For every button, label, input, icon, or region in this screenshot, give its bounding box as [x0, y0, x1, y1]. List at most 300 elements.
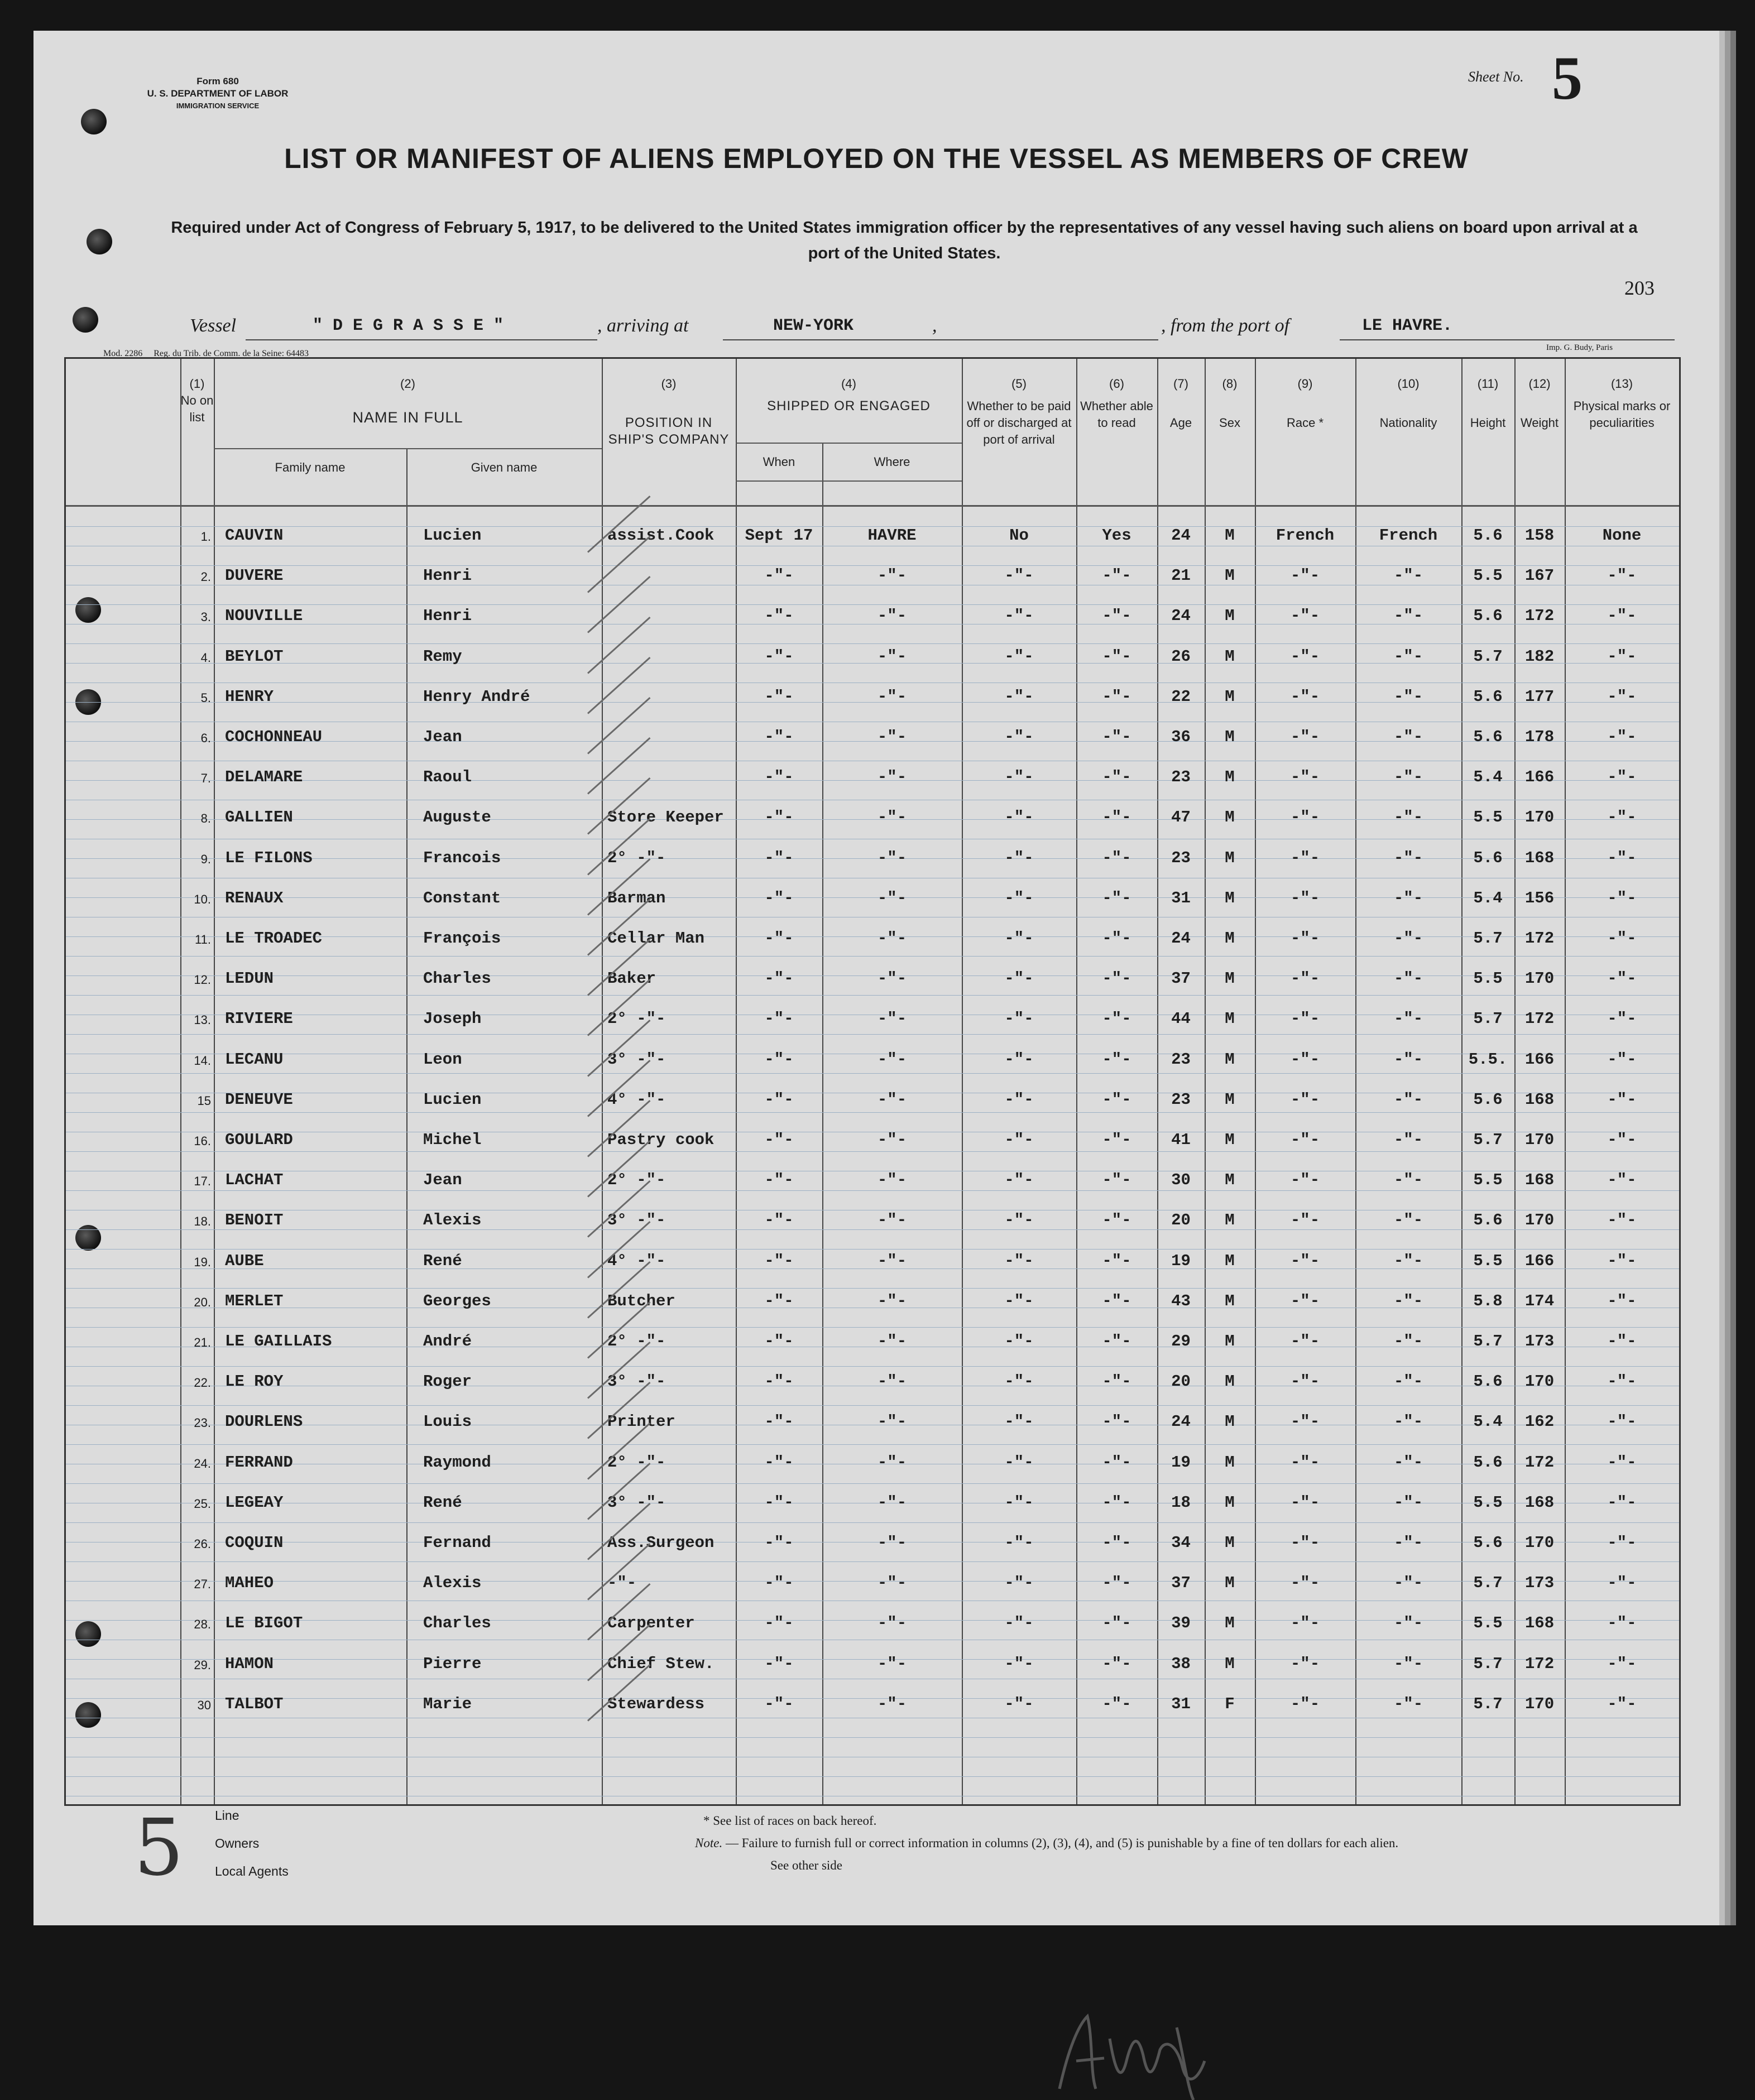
shipped-where-cell: -"-	[877, 1332, 907, 1351]
nationality-cell: -"-	[1393, 566, 1423, 585]
given-name-cell: Francois	[423, 849, 501, 867]
row-number: 8.	[200, 811, 211, 825]
sex-cell: M	[1225, 1050, 1235, 1069]
given-name-cell: Lucien	[423, 1090, 482, 1109]
able-to-read-cell: -"-	[1102, 1010, 1131, 1028]
weight-cell: 172	[1524, 1010, 1555, 1028]
penalty-note	[695, 1836, 1398, 1851]
race-cell: -"-	[1290, 1372, 1320, 1391]
given-name-cell: Georges	[423, 1292, 491, 1310]
row-number: 14.	[194, 1054, 211, 1068]
sex-cell: M	[1225, 768, 1235, 786]
nationality-cell: -"-	[1393, 808, 1423, 826]
nationality-cell: -"-	[1393, 607, 1423, 625]
shipped-where-cell: -"-	[877, 768, 907, 786]
position-cell: -"-	[607, 1574, 637, 1592]
paid-off-cell: -"-	[1004, 1252, 1034, 1270]
physical-marks-cell: -"-	[1607, 1010, 1637, 1028]
shipped-where-cell: -"-	[877, 1574, 907, 1592]
shipped-when-cell: -"-	[764, 1453, 794, 1472]
able-to-read-cell: -"-	[1102, 1574, 1131, 1592]
age-cell: 18	[1171, 1493, 1191, 1512]
able-to-read-cell: -"-	[1102, 1695, 1131, 1713]
family-name-cell: LEGEAY	[225, 1493, 284, 1512]
age-cell: 44	[1171, 1010, 1191, 1028]
given-name-cell: René	[423, 1493, 462, 1512]
row-number: 3.	[200, 610, 211, 624]
age-cell: 23	[1171, 768, 1191, 786]
able-to-read-cell: -"-	[1102, 1050, 1131, 1069]
col10-header: (10) Nationality	[1379, 377, 1437, 430]
given-name-cell: Henri	[423, 607, 472, 625]
age-cell: 38	[1171, 1655, 1191, 1673]
page-subtitle: Required under Act of Congress of February 5, 1917, to be delivered to the United States immigration officer by the representatives of any vessel having such aliens on board upon arrival at a port of the United States.	[171, 219, 1638, 262]
family-name-cell: RENAUX	[225, 889, 284, 907]
position-cell: 4° -"-	[607, 1252, 666, 1270]
shipped-where-cell: -"-	[877, 808, 907, 826]
shipped-when-cell: -"-	[764, 808, 794, 826]
shipped-when-cell: -"-	[764, 768, 794, 786]
race-cell: -"-	[1290, 728, 1320, 746]
col12-header: (12) Weight	[1520, 377, 1559, 430]
height-cell: 5.4	[1473, 768, 1503, 786]
shipped-when-cell: -"-	[764, 1372, 794, 1391]
shipped-when-cell: -"-	[764, 969, 794, 988]
nationality-cell: -"-	[1393, 889, 1423, 907]
weight-cell: 174	[1524, 1292, 1555, 1310]
position-cell: Butcher	[607, 1292, 675, 1310]
sex-cell: M	[1225, 1131, 1235, 1149]
weight-cell: 170	[1524, 1131, 1555, 1149]
nationality-cell: -"-	[1393, 849, 1423, 867]
height-cell: 5.7	[1473, 929, 1503, 948]
able-to-read-cell: -"-	[1102, 566, 1131, 585]
family-name-cell: TALBOT	[225, 1695, 284, 1713]
physical-marks-cell: -"-	[1607, 1453, 1637, 1472]
height-cell: 5.7	[1473, 1695, 1503, 1713]
given-name-cell: Raymond	[423, 1453, 491, 1472]
given-name-cell: François	[423, 929, 501, 948]
weight-cell: 172	[1524, 929, 1555, 948]
able-to-read-cell: -"-	[1102, 1655, 1131, 1673]
row-number: 23.	[194, 1416, 211, 1430]
weight-cell: 170	[1524, 1534, 1555, 1552]
position-cell: 2° -"-	[607, 849, 666, 867]
vessel-underline	[246, 339, 597, 340]
paid-off-cell: -"-	[1004, 1534, 1034, 1552]
age-cell: 24	[1171, 607, 1191, 625]
race-cell: -"-	[1290, 1010, 1320, 1028]
shipped-where-cell: -"-	[877, 849, 907, 867]
shipped-where-cell: HAVRE	[867, 526, 917, 545]
paid-off-cell: -"-	[1004, 1171, 1034, 1189]
nationality-cell: -"-	[1393, 1211, 1423, 1229]
height-cell: 5.6	[1473, 688, 1503, 706]
row-number: 25.	[194, 1497, 211, 1511]
race-cell: -"-	[1290, 849, 1320, 867]
family-name-cell: HAMON	[225, 1655, 274, 1673]
given-name-cell: Raoul	[423, 768, 472, 786]
paid-off-cell: -"-	[1004, 1493, 1034, 1512]
paid-off-cell: -"-	[1004, 1614, 1034, 1632]
weight-cell: 168	[1524, 1090, 1555, 1109]
shipped-when-cell: Sept 17	[745, 526, 813, 545]
given-name-cell: Lucien	[423, 526, 482, 545]
reg-number: Reg. du Trib. de Comm. de la Seine: 64483	[154, 349, 309, 358]
position-cell: 4° -"-	[607, 1090, 666, 1109]
height-cell: 5.5	[1473, 1252, 1503, 1270]
paid-off-cell: -"-	[1004, 1332, 1034, 1351]
position-cell: Pastry cook	[607, 1131, 715, 1149]
col9-header: (9) Race *	[1286, 377, 1324, 430]
age-cell: 20	[1171, 1211, 1191, 1229]
given-name-cell: Henry André	[423, 688, 530, 706]
family-name-cell: COQUIN	[225, 1534, 284, 1552]
sex-cell: M	[1225, 1493, 1235, 1512]
shipped-where-cell: -"-	[877, 566, 907, 585]
able-to-read-cell: -"-	[1102, 647, 1131, 666]
col4-header: (4) SHIPPED OR ENGAGED	[767, 377, 931, 414]
races-note: * See list of races on back hereof.	[703, 1814, 877, 1828]
physical-marks-cell: -"-	[1607, 808, 1637, 826]
paid-off-cell: -"-	[1004, 607, 1034, 625]
family-name-cell: LE FILONS	[225, 849, 313, 867]
row-number: 6.	[200, 731, 211, 745]
height-cell: 5.6	[1473, 1453, 1503, 1472]
sex-cell: M	[1225, 688, 1235, 706]
weight-cell: 166	[1524, 768, 1555, 786]
height-cell: 5.7	[1473, 1655, 1503, 1673]
family-name-cell: GOULARD	[225, 1131, 293, 1149]
age-cell: 26	[1171, 647, 1191, 666]
able-to-read-cell: -"-	[1102, 1453, 1131, 1472]
position-cell: Carpenter	[607, 1614, 695, 1632]
position-cell: Chief Stew.	[607, 1655, 715, 1673]
able-to-read-cell: -"-	[1102, 1534, 1131, 1552]
nationality-cell: -"-	[1393, 1574, 1423, 1592]
row-number: 5.	[200, 691, 211, 705]
sex-cell: M	[1225, 849, 1235, 867]
paid-off-cell: -"-	[1004, 969, 1034, 988]
row-number: 16.	[194, 1134, 211, 1148]
age-cell: 37	[1171, 969, 1191, 988]
physical-marks-cell: -"-	[1607, 768, 1637, 786]
shipped-when-cell: -"-	[764, 1090, 794, 1109]
nationality-cell: -"-	[1393, 1453, 1423, 1472]
race-cell: -"-	[1290, 1655, 1320, 1673]
sex-cell: M	[1225, 1534, 1235, 1552]
paid-off-cell: -"-	[1004, 1090, 1034, 1109]
weight-cell: 166	[1524, 1050, 1555, 1069]
sex-cell: M	[1225, 1655, 1235, 1673]
family-name-cell: LE GAILLAIS	[225, 1332, 332, 1351]
sex-cell: M	[1225, 1090, 1235, 1109]
given-name-cell: Remy	[423, 647, 462, 666]
given-name-cell: Jean	[423, 1171, 462, 1189]
shipped-when-cell: -"-	[764, 1252, 794, 1270]
sex-cell: M	[1225, 889, 1235, 907]
height-cell: 5.6	[1473, 526, 1503, 545]
sex-cell: M	[1225, 566, 1235, 585]
nationality-cell: -"-	[1393, 1131, 1423, 1149]
sex-cell: M	[1225, 1614, 1235, 1632]
physical-marks-cell: -"-	[1607, 1171, 1637, 1189]
physical-marks-cell: -"-	[1607, 849, 1637, 867]
nationality-cell: -"-	[1393, 1372, 1423, 1391]
nationality-cell: -"-	[1393, 1695, 1423, 1713]
age-cell: 19	[1171, 1252, 1191, 1270]
shipped-when-cell: -"-	[764, 1010, 794, 1028]
nationality-cell: -"-	[1393, 1050, 1423, 1069]
punch-hole	[73, 307, 98, 333]
family-name-cell: HENRY	[225, 688, 274, 706]
position-cell: Baker	[607, 969, 656, 988]
nationality-cell: -"-	[1393, 1655, 1423, 1673]
age-cell: 23	[1171, 1090, 1191, 1109]
family-name-cell: GALLIEN	[225, 808, 293, 826]
shipped-where-cell: -"-	[877, 1131, 907, 1149]
race-cell: -"-	[1290, 1695, 1320, 1713]
nationality-cell: -"-	[1393, 1090, 1423, 1109]
weight-cell: 170	[1524, 969, 1555, 988]
sex-cell: M	[1225, 1252, 1235, 1270]
weight-cell: 170	[1524, 1695, 1555, 1713]
age-cell: 41	[1171, 1131, 1191, 1149]
race-cell: -"-	[1290, 1453, 1320, 1472]
from-underline	[1340, 339, 1675, 340]
weight-cell: 156	[1524, 889, 1555, 907]
from-port: LE HAVRE.	[1362, 316, 1453, 335]
position-cell: 3° -"-	[607, 1493, 666, 1512]
weight-cell: 178	[1524, 728, 1555, 746]
form-number: Form 680	[196, 76, 239, 87]
shipped-when-cell: -"-	[764, 566, 794, 585]
row-number: 21.	[194, 1335, 211, 1349]
arriving-underline	[723, 339, 1158, 340]
weight-cell: 173	[1524, 1574, 1555, 1592]
shipped-where-cell: -"-	[877, 1372, 907, 1391]
given-name-cell: André	[423, 1332, 472, 1351]
sex-cell: M	[1225, 1332, 1235, 1351]
shipped-where-cell: -"-	[877, 969, 907, 988]
position-cell: 2° -"-	[607, 1332, 666, 1351]
family-name-cell: DUVERE	[225, 566, 284, 585]
race-cell: -"-	[1290, 1252, 1320, 1270]
inspector-signature	[1048, 2005, 1233, 2100]
physical-marks-cell: -"-	[1607, 969, 1637, 988]
shipped-when-cell: -"-	[764, 1655, 794, 1673]
height-cell: 5.5	[1473, 1614, 1503, 1632]
weight-cell: 170	[1524, 1211, 1555, 1229]
weight-cell: 168	[1524, 1171, 1555, 1189]
row-number: 9.	[200, 852, 211, 866]
row-number: 26.	[194, 1537, 211, 1551]
able-to-read-cell: -"-	[1102, 849, 1131, 867]
where-header: Where	[874, 455, 910, 469]
shipped-when-cell: -"-	[764, 889, 794, 907]
sex-cell: M	[1225, 1292, 1235, 1310]
physical-marks-cell: -"-	[1607, 1534, 1637, 1552]
age-cell: 34	[1171, 1534, 1191, 1552]
family-name-cell: LACHAT	[225, 1171, 284, 1189]
nationality-cell: -"-	[1393, 1412, 1423, 1431]
printer-credit: Imp. G. Budy, Paris	[1546, 343, 1613, 352]
col7-header: (7) Age	[1169, 377, 1192, 430]
race-cell: -"-	[1290, 1171, 1320, 1189]
able-to-read-cell: -"-	[1102, 929, 1131, 948]
given-name-cell: Marie	[423, 1695, 472, 1713]
height-cell: 5.7	[1473, 647, 1503, 666]
weight-cell: 172	[1524, 1453, 1555, 1472]
family-name-cell: BENOIT	[225, 1211, 284, 1229]
paid-off-cell: -"-	[1004, 1010, 1034, 1028]
race-cell: -"-	[1290, 566, 1320, 585]
physical-marks-cell: None	[1602, 526, 1642, 545]
row-number: 11.	[195, 933, 211, 946]
shipped-where-cell: -"-	[877, 889, 907, 907]
given-name-cell: Roger	[423, 1372, 472, 1391]
sex-cell: M	[1225, 1412, 1235, 1431]
note-text: — Failure to furnish full or correct information in columns (2), (3), (4), and (5) is punishable by a fine of ten dollars for each alien.	[725, 1836, 1399, 1850]
col5-header: (5) Whether to be paid off or discharged at port of arrival	[966, 377, 1072, 446]
nationality-cell: French	[1379, 526, 1438, 545]
position-cell: 3° -"-	[607, 1372, 666, 1391]
weight-cell: 168	[1524, 1614, 1555, 1632]
able-to-read-cell: -"-	[1102, 1412, 1131, 1431]
family-name-cell: AUBE	[225, 1252, 264, 1270]
age-cell: 39	[1171, 1614, 1191, 1632]
nationality-cell: -"-	[1393, 1493, 1423, 1512]
given-name-cell: Leon	[423, 1050, 462, 1069]
physical-marks-cell: -"-	[1607, 889, 1637, 907]
note-label: Note.	[695, 1836, 723, 1850]
family-name-cell: DOURLENS	[225, 1412, 303, 1431]
given-name-cell: Charles	[423, 1614, 491, 1632]
age-cell: 24	[1171, 526, 1191, 545]
age-cell: 20	[1171, 1372, 1191, 1391]
paid-off-cell: -"-	[1004, 688, 1034, 706]
able-to-read-cell: -"-	[1102, 1292, 1131, 1310]
position-cell: Cellar Man	[607, 929, 705, 948]
nationality-cell: -"-	[1393, 728, 1423, 746]
able-to-read-cell: -"-	[1102, 768, 1131, 786]
shipped-when-cell: -"-	[764, 688, 794, 706]
able-to-read-cell: -"-	[1102, 1372, 1131, 1391]
able-to-read-cell: -"-	[1102, 1252, 1131, 1270]
family-name-cell: COCHONNEAU	[225, 728, 323, 746]
row-number: 30	[197, 1698, 211, 1712]
sex-cell: M	[1225, 728, 1235, 746]
age-cell: 30	[1171, 1171, 1191, 1189]
able-to-read-cell: -"-	[1102, 969, 1131, 988]
height-cell: 5.7	[1473, 1010, 1503, 1028]
height-cell: 5.6	[1473, 728, 1503, 746]
paid-off-cell: -"-	[1004, 1695, 1034, 1713]
col8-header: (8) Sex	[1219, 377, 1240, 430]
shipped-where-cell: -"-	[877, 728, 907, 746]
shipped-when-cell: -"-	[764, 1292, 794, 1310]
family-name-cell: DELAMARE	[225, 768, 303, 786]
shipped-when-cell: -"-	[764, 1534, 794, 1552]
height-cell: 5.6	[1473, 1090, 1503, 1109]
age-cell: 23	[1171, 1050, 1191, 1069]
given-name-cell: Constant	[423, 889, 501, 907]
physical-marks-cell: -"-	[1607, 1332, 1637, 1351]
shipped-when-cell: -"-	[764, 1050, 794, 1069]
given-name-cell: Fernand	[423, 1534, 491, 1552]
family-name-cell: RIVIERE	[225, 1010, 293, 1028]
family-name-cell: LEDUN	[225, 969, 274, 988]
from-port-label: , from the port of	[1161, 315, 1290, 336]
department-name: U. S. DEPARTMENT OF LABOR	[147, 88, 289, 99]
col1-header: (1) No on list	[180, 377, 214, 424]
family-name-cell: BEYLOT	[225, 647, 284, 666]
given-name-cell: Alexis	[423, 1211, 482, 1229]
shipped-where-cell: -"-	[877, 1453, 907, 1472]
physical-marks-cell: -"-	[1607, 1131, 1637, 1149]
nationality-cell: -"-	[1393, 1252, 1423, 1270]
race-cell: -"-	[1290, 768, 1320, 786]
age-cell: 24	[1171, 1412, 1191, 1431]
nationality-cell: -"-	[1393, 768, 1423, 786]
physical-marks-cell: -"-	[1607, 1050, 1637, 1069]
position-cell: Store Keeper	[607, 808, 724, 826]
nationality-cell: -"-	[1393, 969, 1423, 988]
age-cell: 19	[1171, 1453, 1191, 1472]
shipped-where-cell: -"-	[877, 1655, 907, 1673]
shipped-when-cell: -"-	[764, 1493, 794, 1512]
physical-marks-cell: -"-	[1607, 1695, 1637, 1713]
sex-cell: M	[1225, 969, 1235, 988]
height-cell: 5.7	[1473, 1332, 1503, 1351]
height-cell: 5.6	[1473, 849, 1503, 867]
physical-marks-cell: -"-	[1607, 1655, 1637, 1673]
paid-off-cell: -"-	[1004, 929, 1034, 948]
shipped-when-cell: -"-	[764, 1695, 794, 1713]
vessel-name: " D E G R A S S E "	[313, 316, 504, 335]
family-name-cell: LECANU	[225, 1050, 284, 1069]
position-cell: 2° -"-	[607, 1010, 666, 1028]
age-cell: 22	[1171, 688, 1191, 706]
position-cell: Ass.Surgeon	[607, 1534, 715, 1552]
race-cell: -"-	[1290, 607, 1320, 625]
able-to-read-cell: -"-	[1102, 1493, 1131, 1512]
weight-cell: 173	[1524, 1332, 1555, 1351]
family-name-header: Family name	[275, 460, 346, 474]
weight-cell: 168	[1524, 1493, 1555, 1512]
height-cell: 5.5	[1473, 969, 1503, 988]
shipped-where-cell: -"-	[877, 1534, 907, 1552]
physical-marks-cell: -"-	[1607, 1211, 1637, 1229]
physical-marks-cell: -"-	[1607, 566, 1637, 585]
row-number: 15	[197, 1094, 211, 1108]
weight-cell: 166	[1524, 1252, 1555, 1270]
row-number: 29.	[194, 1658, 211, 1672]
age-cell: 31	[1171, 1695, 1191, 1713]
height-cell: 5.8	[1473, 1292, 1503, 1310]
given-name-cell: Joseph	[423, 1010, 482, 1028]
family-name-cell: MERLET	[225, 1292, 284, 1310]
row-number: 28.	[194, 1617, 211, 1631]
age-cell: 47	[1171, 808, 1191, 826]
shipped-when-cell: -"-	[764, 607, 794, 625]
able-to-read-cell: -"-	[1102, 1131, 1131, 1149]
paid-off-cell: -"-	[1004, 768, 1034, 786]
height-cell: 5.5	[1473, 1171, 1503, 1189]
physical-marks-cell: -"-	[1607, 688, 1637, 706]
race-cell: -"-	[1290, 1292, 1320, 1310]
row-number: 13.	[194, 1013, 211, 1027]
